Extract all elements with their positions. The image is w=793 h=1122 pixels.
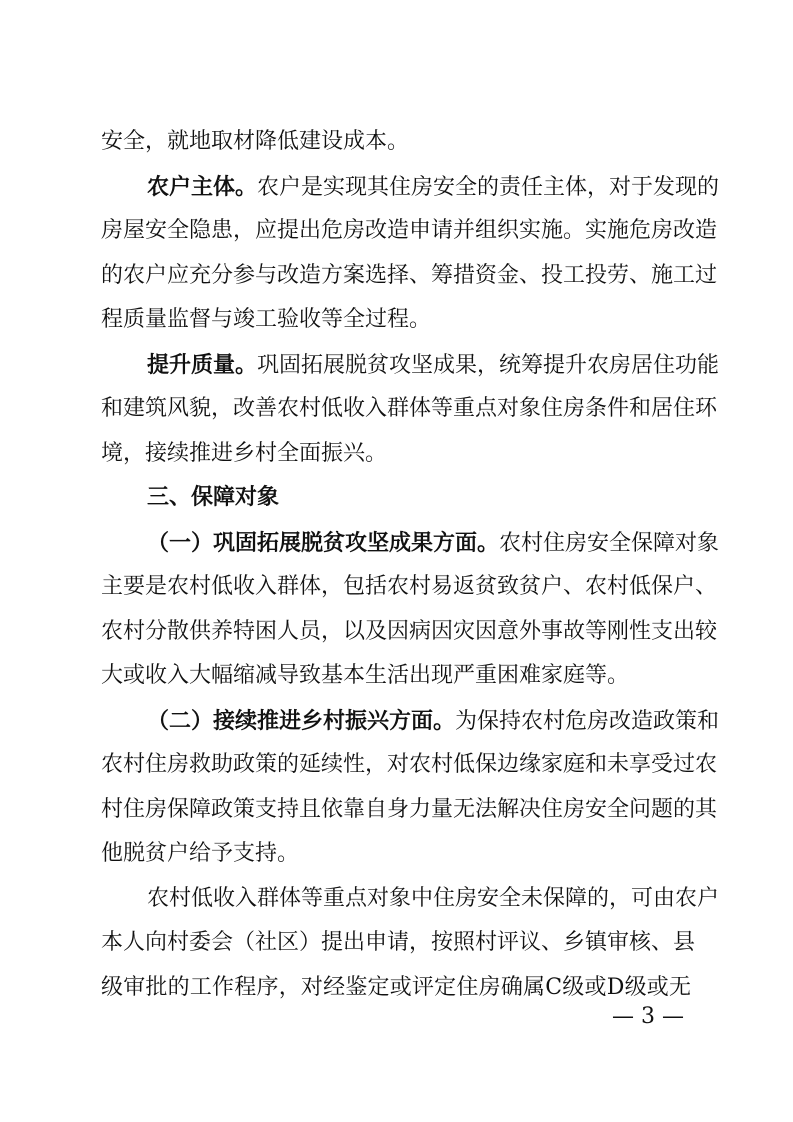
paragraph-line: 的农户应充分参与改造方案选择、筹措资金、投工投劳、施工过 <box>101 263 718 288</box>
subsection-title: （一）巩固拓展脱贫攻坚成果方面。 <box>147 530 500 556</box>
paragraph-line: 农村住房救助政策的延续性，对农村低保边缘家庭和未享受过农 <box>101 752 718 777</box>
section-heading: 三、保障对象 <box>147 485 280 510</box>
paragraph-line <box>147 706 720 736</box>
subsection-title: （二）接续推进乡村振兴方面。 <box>147 708 456 734</box>
paragraph-line: 农村分散供养特困人员，以及因病因灾因意外事故等刚性支出较 <box>101 619 718 644</box>
paragraph-line: 境，接续推进乡村全面振兴。 <box>101 441 388 466</box>
paragraph-line <box>147 172 720 202</box>
paragraph-line: 村住房保障政策支持且依靠自身力量无法解决住房安全问题的其 <box>101 797 718 822</box>
paragraph-line: 他脱贫户给予支持。 <box>101 841 300 866</box>
paragraph-line: 级审批的工作程序，对经鉴定或评定住房确属C级或D级或无 <box>101 975 691 1000</box>
paragraph-text: 巩固拓展脱贫攻坚成果，统筹提升农房居住功能 <box>257 353 720 378</box>
paragraph-lead: 提升质量。 <box>147 352 258 378</box>
paragraph-line <box>147 350 720 380</box>
paragraph-line: 房屋安全隐患，应提出危房改造申请并组织实施。实施危房改造 <box>101 218 718 243</box>
paragraph-line: 农村低收入群体等重点对象中住房安全未保障的，可由农户 <box>147 886 720 911</box>
paragraph-line: 主要是农村低收入群体，包括农村易返贫致贫户、农村低保户、 <box>101 574 718 599</box>
paragraph-line <box>147 528 720 558</box>
paragraph-line: 安全，就地取材降低建设成本。 <box>101 129 410 154</box>
paragraph-line: 大或收入大幅缩减导致基本生活出现严重困难家庭等。 <box>101 663 630 688</box>
page-number: — 3 — <box>612 1004 684 1029</box>
paragraph-text: 农户是实现其住房安全的责任主体，对于发现的 <box>257 175 720 200</box>
paragraph-line: 本人向村委会（社区）提出申请，按照村评议、乡镇审核、县 <box>101 930 696 955</box>
paragraph-text: 农村住房安全保障对象 <box>499 531 720 556</box>
paragraph-lead: 农户主体。 <box>147 174 258 200</box>
paragraph-line: 程质量监督与竣工验收等全过程。 <box>101 307 432 332</box>
paragraph-line: 和建筑风貌，改善农村低收入群体等重点对象住房条件和居住环 <box>101 396 718 421</box>
paragraph-text: 为保持农村危房改造政策和 <box>455 709 720 734</box>
